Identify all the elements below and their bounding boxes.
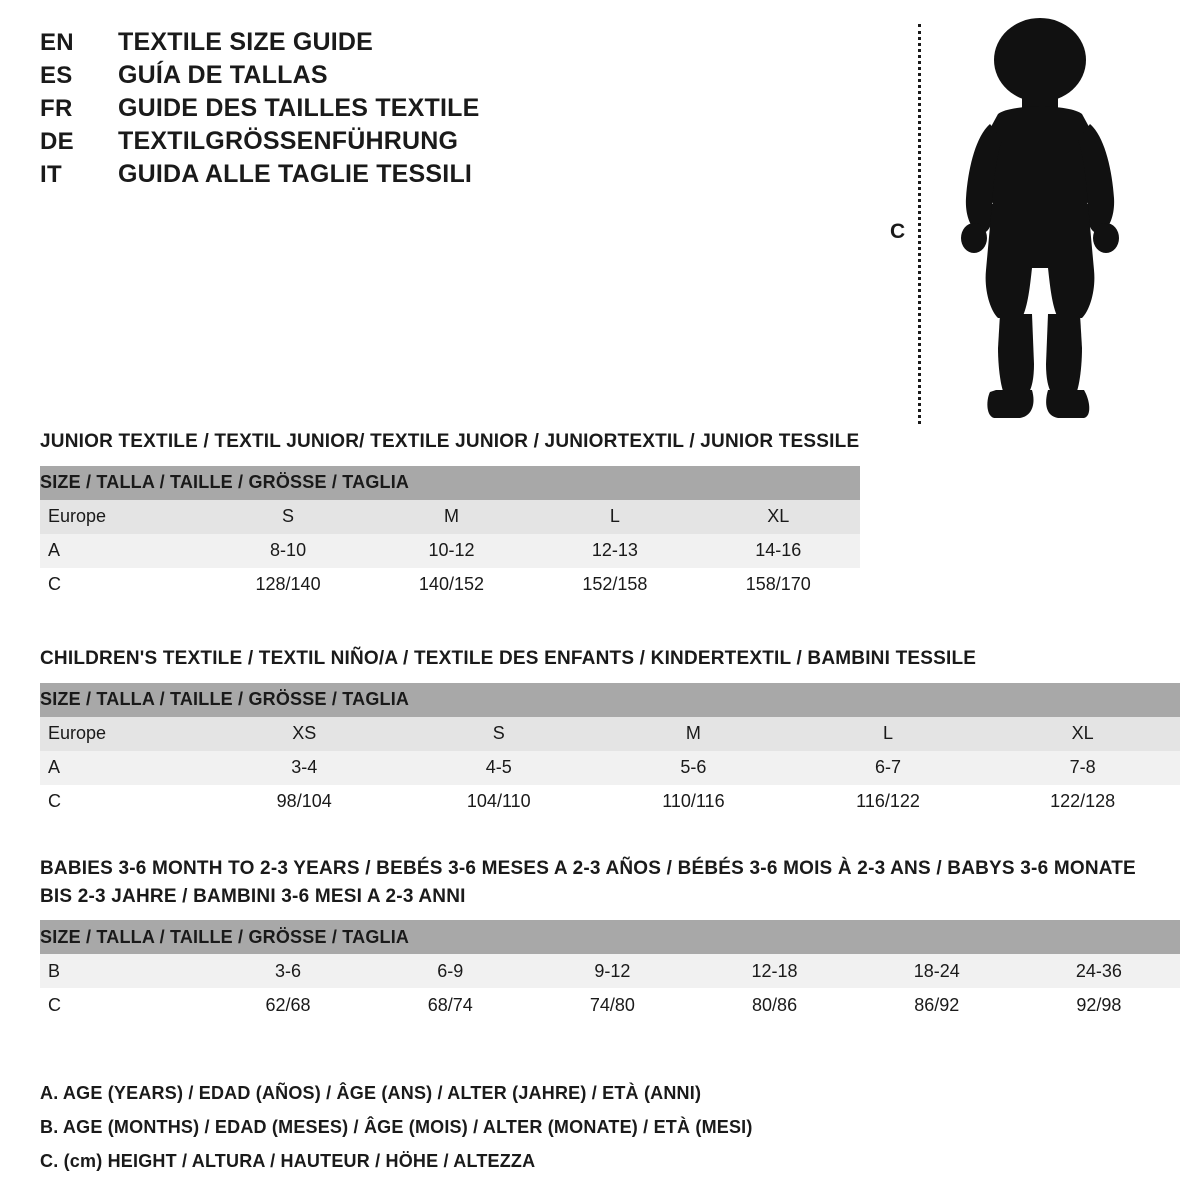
legend-line-c: C. (cm) HEIGHT / ALTURA / HAUTEUR / HÖHE / ALTEZZA: [40, 1151, 536, 1171]
table-row: [40, 785, 1180, 819]
table-row: [40, 988, 1180, 1022]
junior-row-a-label: A: [40, 534, 206, 568]
junior-row-a-v0: 8-10: [206, 534, 369, 568]
junior-row-europe-v1: M: [370, 500, 533, 534]
babies-band-label: SIZE / TALLA / TAILLE / GRÖSSE / TAGLIA: [40, 920, 1180, 954]
junior-row-europe-v0: S: [206, 500, 369, 534]
legend-line-b: B. AGE (MONTHS) / EDAD (MESES) / ÂGE (MOIS) / ALTER (MONATE) / ETÀ (MESI): [40, 1117, 753, 1137]
height-measure-label: C: [890, 220, 906, 243]
babies-size-table: [40, 920, 1180, 1022]
babies-row-c-v4: 86/92: [856, 988, 1018, 1022]
babies-row-b-v5: 24-36: [1018, 954, 1180, 988]
children-band-label: SIZE / TALLA / TAILLE / GRÖSSE / TAGLIA: [40, 683, 1180, 717]
size-guide-header: [40, 28, 900, 193]
children-row-c-v2: 110/116: [596, 785, 791, 819]
junior-row-a-v2: 12-13: [533, 534, 696, 568]
language-code-en: EN: [40, 29, 74, 56]
junior-row-a-v1: 10-12: [370, 534, 533, 568]
babies-row-c-v3: 80/86: [693, 988, 855, 1022]
table-row: [40, 954, 1180, 988]
title-row-it: [40, 160, 900, 189]
language-code-fr: FR: [40, 95, 73, 122]
children-row-a-v2: 5-6: [596, 751, 791, 785]
section-junior-title: JUNIOR TEXTILE / TEXTIL JUNIOR/ TEXTILE JUNIOR / JUNIORTEXTIL / JUNIOR TESSILE: [40, 431, 860, 452]
children-row-c-v1: 104/110: [401, 785, 596, 819]
children-row-europe-v3: L: [791, 717, 986, 751]
section-babies-textile: [40, 855, 1160, 1022]
junior-row-europe-v3: XL: [697, 500, 860, 534]
children-row-europe-v0: XS: [207, 717, 402, 751]
children-row-a-v1: 4-5: [401, 751, 596, 785]
children-row-c-v3: 116/122: [791, 785, 986, 819]
junior-row-c-v0: 128/140: [206, 568, 369, 602]
junior-row-c-v1: 140/152: [370, 568, 533, 602]
children-row-a-v3: 6-7: [791, 751, 986, 785]
title-text-es: GUÍA DE TALLAS: [118, 61, 328, 89]
table-row: [40, 500, 860, 534]
children-row-c-v0: 98/104: [207, 785, 402, 819]
title-row-es: [40, 61, 900, 90]
children-row-c-v4: 122/128: [985, 785, 1180, 819]
junior-row-europe-label: Europe: [40, 500, 206, 534]
junior-row-c-label: C: [40, 568, 206, 602]
title-row-de: [40, 127, 900, 156]
babies-row-c-v5: 92/98: [1018, 988, 1180, 1022]
height-measure-figure: [890, 10, 1150, 430]
title-row-fr: [40, 94, 900, 123]
language-code-de: DE: [40, 128, 74, 155]
babies-row-b-v0: 3-6: [207, 954, 369, 988]
babies-band-row: [40, 920, 1180, 954]
junior-row-a-v3: 14-16: [697, 534, 860, 568]
child-silhouette-icon: [940, 18, 1140, 428]
children-band-row: [40, 683, 1180, 717]
children-row-a-v4: 7-8: [985, 751, 1180, 785]
junior-row-europe-v2: L: [533, 500, 696, 534]
table-row: [40, 534, 860, 568]
babies-row-c-v1: 68/74: [369, 988, 531, 1022]
children-row-europe-v1: S: [401, 717, 596, 751]
height-measure-dotted-line: [918, 24, 921, 424]
children-row-c-label: C: [40, 785, 207, 819]
junior-band-label: SIZE / TALLA / TAILLE / GRÖSSE / TAGLIA: [40, 466, 860, 500]
children-size-table: [40, 683, 1180, 819]
children-row-europe-v2: M: [596, 717, 791, 751]
children-row-a-v0: 3-4: [207, 751, 402, 785]
title-row-en: [40, 28, 900, 57]
section-babies-title: BABIES 3-6 MONTH TO 2-3 YEARS / BEBÉS 3-6 MESES A 2-3 AÑOS / BÉBÉS 3-6 MOIS À 2-3 ANS / BABYS 3-6 MONATE BIS 2-3 JAHRE / BAMBINI 3-6 MESI A 2-3 ANNI: [40, 858, 1136, 907]
children-row-europe-label: Europe: [40, 717, 207, 751]
section-junior-textile: [40, 428, 860, 602]
babies-row-c-label: C: [40, 988, 207, 1022]
legend-line-a: A. AGE (YEARS) / EDAD (AÑOS) / ÂGE (ANS) / ALTER (JAHRE) / ETÀ (ANNI): [40, 1083, 702, 1103]
section-children-title: CHILDREN'S TEXTILE / TEXTIL NIÑO/A / TEXTILE DES ENFANTS / KINDERTEXTIL / BAMBINI TESSILE: [40, 648, 977, 669]
title-text-it: GUIDA ALLE TAGLIE TESSILI: [118, 160, 473, 188]
title-text-en: TEXTILE SIZE GUIDE: [118, 28, 374, 56]
table-row: [40, 568, 860, 602]
section-children-textile: [40, 645, 1180, 819]
junior-band-row: [40, 466, 860, 500]
table-row: [40, 717, 1180, 751]
measurement-legend: [40, 1083, 1040, 1172]
babies-row-c-v2: 74/80: [531, 988, 693, 1022]
babies-row-b-v3: 12-18: [693, 954, 855, 988]
title-text-fr: GUIDE DES TAILLES TEXTILE: [118, 94, 480, 122]
babies-row-b-v2: 9-12: [531, 954, 693, 988]
babies-row-b-label: B: [40, 954, 207, 988]
children-row-a-label: A: [40, 751, 207, 785]
babies-row-b-v1: 6-9: [369, 954, 531, 988]
junior-row-c-v2: 152/158: [533, 568, 696, 602]
babies-row-b-v4: 18-24: [856, 954, 1018, 988]
title-text-de: TEXTILGRÖSSENFÜHRUNG: [118, 127, 459, 155]
language-code-it: IT: [40, 161, 62, 188]
language-code-es: ES: [40, 62, 73, 89]
babies-row-c-v0: 62/68: [207, 988, 369, 1022]
table-row: [40, 751, 1180, 785]
junior-size-table: [40, 466, 860, 602]
children-row-europe-v4: XL: [985, 717, 1180, 751]
junior-row-c-v3: 158/170: [697, 568, 860, 602]
